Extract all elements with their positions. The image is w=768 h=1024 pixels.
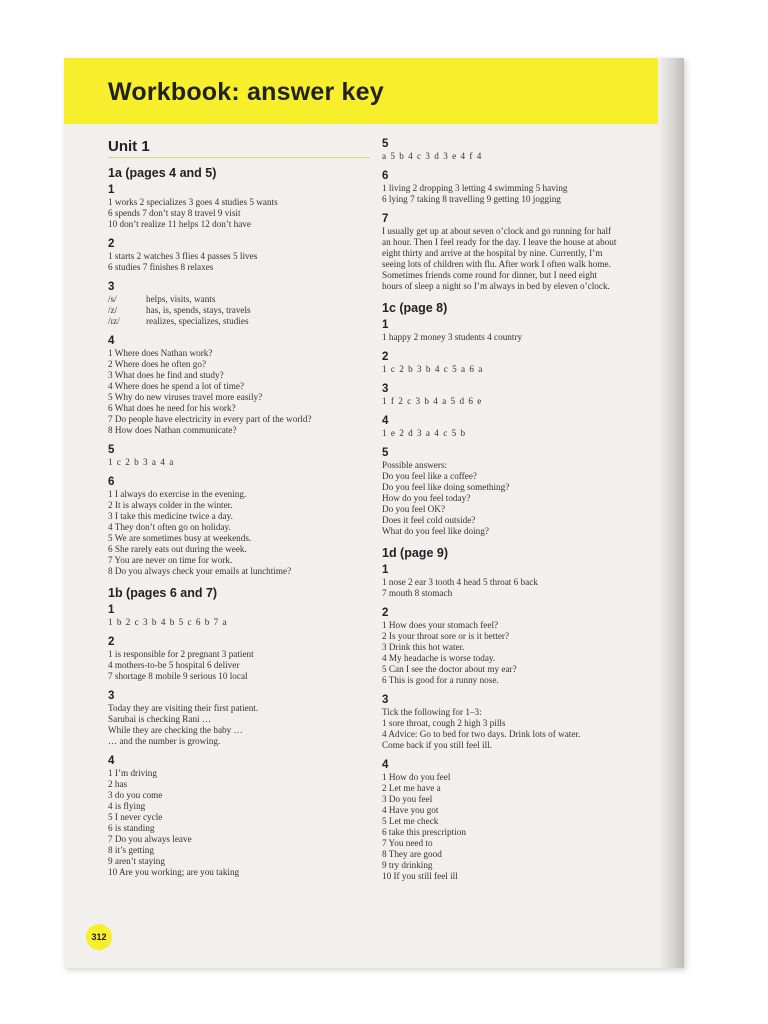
exercise-number: 2 xyxy=(108,636,115,648)
answer-line: 6 lying 7 taking 8 travelling 9 getting 10 jogging xyxy=(382,194,561,204)
answer-line: 7 Do people have electricity in every part of the world? xyxy=(108,414,312,424)
answer-line: an hour. Then I feel ready for the day. I leave the house at about xyxy=(382,237,617,247)
answer-line: 6 take this prescription xyxy=(382,827,466,837)
answer-list xyxy=(382,620,652,686)
exercise-number: 2 xyxy=(382,607,389,619)
answer-line: 7 shortage 8 mobile 9 serious 10 local xyxy=(108,671,248,681)
phoneme-symbol: /z/ xyxy=(108,305,118,315)
sound-table xyxy=(108,294,370,327)
answer-key-page xyxy=(64,58,684,968)
phoneme-words: realizes, specializes, studies xyxy=(146,316,249,326)
answer-line: 1 I always do exercise in the evening. xyxy=(108,489,247,499)
answer-line: 1 Where does Nathan work? xyxy=(108,348,213,358)
exercise-number: 5 xyxy=(382,138,389,150)
answer-list xyxy=(382,772,652,882)
answer-line: 6 is standing xyxy=(108,823,155,833)
answer-line: 6 What does he need for his work? xyxy=(108,403,236,413)
exercise-number: 1 xyxy=(382,319,389,331)
answer-line: Sometimes friends come round for dinner, but I need eight xyxy=(382,270,597,280)
answer-line: 1 f 2 c 3 b 4 a 5 d 6 e xyxy=(382,396,482,406)
exercise-number: 6 xyxy=(382,170,389,182)
answer-line: 5 I never cycle xyxy=(108,812,163,822)
answer-line: Tick the following for 1–3: xyxy=(382,707,482,717)
unit-title: Unit 1 xyxy=(108,138,370,158)
answer-line: I usually get up at about seven o’clock and go running for half xyxy=(382,226,612,236)
exercise-number: 4 xyxy=(382,759,389,771)
answer-line: seeing lots of children with flu. After work I often walk home. xyxy=(382,259,611,269)
phoneme-symbol: /s/ xyxy=(108,294,117,304)
answer-line: 2 Is your throat sore or is it better? xyxy=(382,631,510,641)
answer-line: Does it feel cold outside? xyxy=(382,515,476,525)
answer-line: 7 mouth 8 stomach xyxy=(382,588,453,598)
answer-line: … and the number is growing. xyxy=(108,736,221,746)
answer-line: 9 try drinking xyxy=(382,860,433,870)
answer-line: 2 Let me have a xyxy=(382,783,441,793)
answer-line: Possible answers: xyxy=(382,460,448,470)
answer-line: 3 Do you feel xyxy=(382,794,433,804)
exercise-number: 2 xyxy=(108,238,115,250)
answer-line: 4 My headache is worse today. xyxy=(382,653,496,663)
answer-line: 1 is responsible for 2 pregnant 3 patient xyxy=(108,649,254,659)
answer-line: 8 it’s getting xyxy=(108,845,154,855)
answer-line: Do you feel like a coffee? xyxy=(382,471,477,481)
exercise-number: 1 xyxy=(382,564,389,576)
answer-line: 7 You need to xyxy=(382,838,433,848)
page-number-badge: 312 xyxy=(86,924,112,950)
answer-line: 1 starts 2 watches 3 flies 4 passes 5 lives xyxy=(108,251,258,261)
answer-list xyxy=(108,768,370,878)
answer-list xyxy=(382,151,652,162)
exercise-number: 6 xyxy=(108,476,115,488)
answer-line: 1 I’m driving xyxy=(108,768,157,778)
answer-line: 1 living 2 dropping 3 letting 4 swimming 5 having xyxy=(382,183,568,193)
answer-line: What do you feel like doing? xyxy=(382,526,489,536)
answer-list xyxy=(108,197,370,230)
answer-line: 6 This is good for a runny nose. xyxy=(382,675,499,685)
answer-list xyxy=(108,617,370,628)
section-1b-title: 1b (pages 6 and 7) xyxy=(108,586,218,600)
answer-line: 8 How does Nathan communicate? xyxy=(108,425,237,435)
section-1a-title: 1a (pages 4 and 5) xyxy=(108,166,217,180)
answer-line: 1 c 2 b 3 b 4 c 5 a 6 a xyxy=(382,364,483,374)
answer-list xyxy=(108,251,370,273)
answer-line: 5 Let me check xyxy=(382,816,439,826)
answer-line: 1 How does your stomach feel? xyxy=(382,620,499,630)
answer-line: 4 is flying xyxy=(108,801,146,811)
answer-paragraph xyxy=(382,226,652,292)
answer-line: 2 Where does he often go? xyxy=(108,359,207,369)
exercise-number: 3 xyxy=(382,383,389,395)
exercise-number: 4 xyxy=(382,415,389,427)
answer-list xyxy=(382,707,652,751)
answer-line: 6 She rarely eats out during the week. xyxy=(108,544,247,554)
answer-line: hours of sleep a night so I’m always in bed by eleven o’clock. xyxy=(382,281,610,291)
page-title: Workbook: answer key xyxy=(108,78,384,106)
answer-line: 10 If you still feel ill xyxy=(382,871,458,881)
answer-line: 3 do you come xyxy=(108,790,163,800)
answer-line: 10 Are you working; are you taking xyxy=(108,867,240,877)
answer-list xyxy=(382,364,652,375)
answer-list xyxy=(382,332,652,343)
answer-line: 10 don’t realize 11 helps 12 don’t have xyxy=(108,219,251,229)
answer-line: 5 Why do new viruses travel more easily? xyxy=(108,392,263,402)
answer-line: 1 works 2 specializes 3 goes 4 studies 5 wants xyxy=(108,197,278,207)
answer-line: a 5 b 4 c 3 d 3 e 4 f 4 xyxy=(382,151,482,161)
answer-line: 1 How do you feel xyxy=(382,772,451,782)
section-1c-title: 1c (page 8) xyxy=(382,301,448,315)
answer-line: 1 sore throat, cough 2 high 3 pills xyxy=(382,718,506,728)
answer-line: 5 We are sometimes busy at weekends. xyxy=(108,533,252,543)
answer-list xyxy=(382,577,652,599)
answer-list xyxy=(108,703,370,747)
answer-line: Do you feel like doing something? xyxy=(382,482,510,492)
answer-line: 1 happy 2 money 3 students 4 country xyxy=(382,332,523,342)
exercise-number: 3 xyxy=(108,690,115,702)
book-spine-shadow xyxy=(658,58,684,968)
answer-line: 3 I take this medicine twice a day. xyxy=(108,511,233,521)
answer-line: 4 mothers-to-be 5 hospital 6 deliver xyxy=(108,660,240,670)
answer-list xyxy=(382,396,652,407)
answer-line: 1 c 2 b 3 a 4 a xyxy=(108,457,174,467)
answer-line: eight thirty and arrive at the hospital by nine. Currently, I’m xyxy=(382,248,603,258)
answer-line: 1 e 2 d 3 a 4 c 5 b xyxy=(382,428,466,438)
answer-line: 1 b 2 c 3 b 4 b 5 c 6 b 7 a xyxy=(108,617,227,627)
answer-line: Sarubai is checking Rani … xyxy=(108,714,212,724)
exercise-number: 1 xyxy=(108,184,115,196)
answer-line: 6 spends 7 don’t stay 8 travel 9 visit xyxy=(108,208,241,218)
answer-line: 7 Do you always leave xyxy=(108,834,192,844)
right-column xyxy=(382,138,652,882)
answer-line: Do you feel OK? xyxy=(382,504,446,514)
answer-line: 3 Drink this hot water. xyxy=(382,642,465,652)
answer-line: 3 What does he find and study? xyxy=(108,370,224,380)
exercise-number: 1 xyxy=(108,604,115,616)
answer-list xyxy=(108,649,370,682)
answer-list xyxy=(382,460,652,537)
answer-line: How do you feel today? xyxy=(382,493,471,503)
left-column xyxy=(108,138,370,878)
section-1d-title: 1d (page 9) xyxy=(382,546,448,560)
answer-line: 2 It is always colder in the winter. xyxy=(108,500,233,510)
answer-line: While they are checking the baby … xyxy=(108,725,243,735)
exercise-number: 3 xyxy=(382,694,389,706)
answer-line: 4 Where does he spend a lot of time? xyxy=(108,381,245,391)
answer-list xyxy=(108,489,370,577)
exercise-number: 4 xyxy=(108,335,115,347)
phoneme-words: has, is, spends, stays, travels xyxy=(146,305,251,315)
exercise-number: 7 xyxy=(382,213,389,225)
answer-list xyxy=(382,183,652,205)
answer-line: 4 They don’t often go on holiday. xyxy=(108,522,231,532)
answer-line: 1 nose 2 ear 3 tooth 4 head 5 throat 6 back xyxy=(382,577,538,587)
phoneme-words: helps, visits, wants xyxy=(146,294,216,304)
answer-line: Come back if you still feel ill. xyxy=(382,740,492,750)
answer-line: 4 Have you got xyxy=(382,805,439,815)
answer-list xyxy=(108,348,370,436)
phoneme-symbol: /ɪz/ xyxy=(108,316,120,326)
sound-row xyxy=(108,305,370,316)
exercise-number: 3 xyxy=(108,281,115,293)
sound-row xyxy=(108,294,370,305)
answer-line: 4 Advice: Go to bed for two days. Drink lots of water. xyxy=(382,729,581,739)
answer-list xyxy=(382,428,652,439)
answer-line: 9 aren’t staying xyxy=(108,856,165,866)
answer-list xyxy=(108,457,370,468)
header-banner xyxy=(64,58,684,124)
answer-line: 2 has xyxy=(108,779,128,789)
exercise-number: 5 xyxy=(382,447,389,459)
answer-line: 6 studies 7 finishes 8 relaxes xyxy=(108,262,214,272)
answer-line: Today they are visiting their first patient. xyxy=(108,703,259,713)
answer-line: 5 Can I see the doctor about my ear? xyxy=(382,664,517,674)
exercise-number: 4 xyxy=(108,755,115,767)
exercise-number: 5 xyxy=(108,444,115,456)
exercise-number: 2 xyxy=(382,351,389,363)
answer-line: 8 Do you always check your emails at lunchtime? xyxy=(108,566,292,576)
answer-line: 7 You are never on time for work. xyxy=(108,555,233,565)
sound-row xyxy=(108,316,370,327)
answer-line: 8 They are good xyxy=(382,849,442,859)
